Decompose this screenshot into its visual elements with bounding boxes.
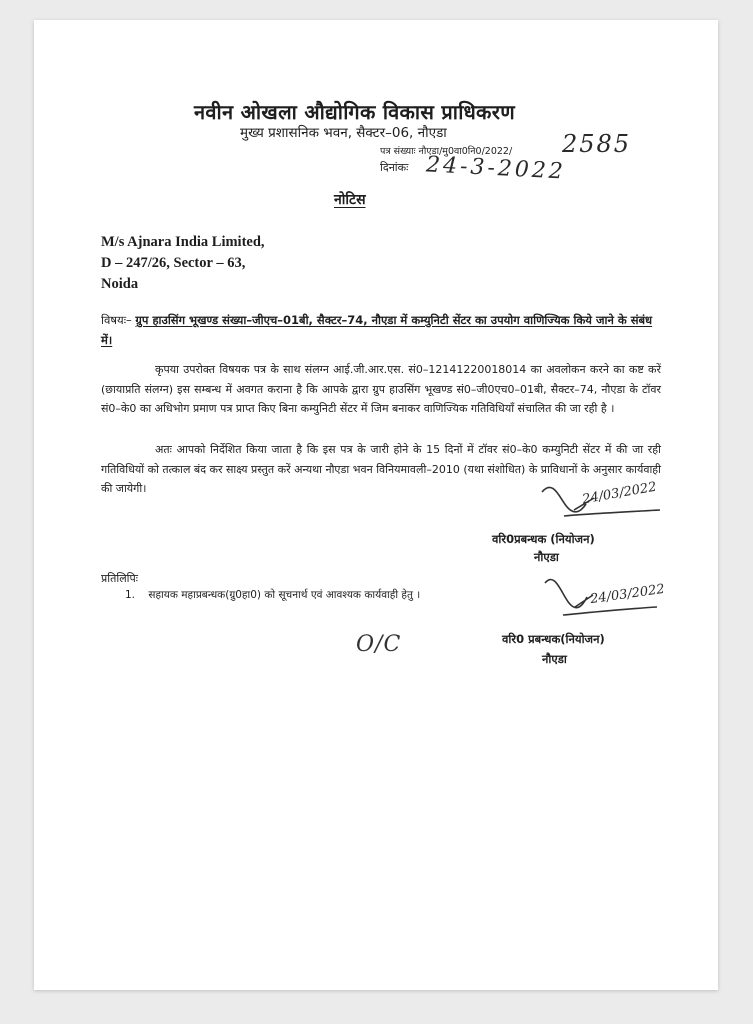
ref-label: पत्र संख्याः नौएडा/मु0वा0नि0/2022/ xyxy=(380,146,513,157)
notice-title: नोटिस xyxy=(334,192,366,208)
ref-number-handwritten: 2585 xyxy=(562,130,632,158)
document-page xyxy=(34,20,718,990)
org-address: मुख्य प्रशासनिक भवन, सैक्टर–06, नौएडा xyxy=(240,125,447,141)
signature-2-date: 24/03/2022 xyxy=(589,581,666,608)
signatory-2-designation: वरि0 प्रबन्धक(नियोजन) xyxy=(502,632,605,646)
copy-to-item-number: 1. xyxy=(125,589,136,601)
signatory-1-place: नौएडा xyxy=(534,550,559,564)
addressee-block xyxy=(101,232,265,295)
subject-label: विषयः– xyxy=(101,313,132,327)
copy-to-item xyxy=(125,588,420,602)
date-handwritten: 24-3-2022 xyxy=(425,152,567,185)
copy-to-item-text: सहायक महाप्रबन्धक(ग्रु0हा0) को सूचनार्थ एवं आवश्यक कार्यवाही हेतु । xyxy=(148,589,421,601)
handwritten-mark: O/C xyxy=(356,632,402,657)
addressee-line2: D – 247/26, Sector – 63, xyxy=(101,255,246,271)
copy-to-label: प्रतिलिपिः xyxy=(101,572,139,585)
date-label: दिनांकः xyxy=(380,161,409,174)
body-paragraph-1: कृपया उपरोक्त विषयक पत्र के साथ संलग्न आई.जी.आर.एस. सं0–12141220018014 का अवलोकन करने का कष्ट करें (छायाप्रति संलग्न) इस सम्बन्ध में अवगत कराना है कि आपके द्वारा ग्रुप हाउसिंग भूखण्ड सं0–जी0एच0–01बी, सैक्टर–74, नौएडा के टॉवर सं0–के0 का अधिभोग प्रमाण पत्र प्राप्त किए बिना कम्युनिटी सेंटर में जिम बनाकर वाणिज्यिक गतिविधियाँ संचालित की जा रही है । xyxy=(101,363,661,415)
org-name: नवीन ओखला औद्योगिक विकास प्राधिकरण xyxy=(194,100,515,124)
signatory-1-designation: वरि0प्रबन्धक (नियोजन) xyxy=(492,532,595,546)
addressee-line3: Noida xyxy=(101,276,139,292)
subject-text: ग्रुप हाउसिंग भूखण्ड संख्या–जीएच–01बी, सैक्टर–74, नौएडा में कम्युनिटी सेंटर का उपयोग वाणिज्यिक किये जाने के संबंध में। xyxy=(101,313,653,347)
addressee-line1: M/s Ajnara India Limited, xyxy=(101,234,265,250)
signature-1-date: 24/03/2022 xyxy=(581,479,658,508)
body-paragraph-2: अतः आपको निर्देशित किया जाता है कि इस पत्र के जारी होने के 15 दिनों में टॉवर सं0–के0 कम्युनिटी सेंटर में की जा रही गतिविधियों को तत्काल बंद कर साक्ष्य प्रस्तुत करें अन्यथा नौएडा भवन विनियमावली–2010 (यथा संशोधित) के प्राविधानों के अनुसार कार्यवाही की जायेगी। xyxy=(101,443,661,495)
subject-line xyxy=(101,310,661,350)
signatory-2-place: नौएडा xyxy=(542,652,567,666)
